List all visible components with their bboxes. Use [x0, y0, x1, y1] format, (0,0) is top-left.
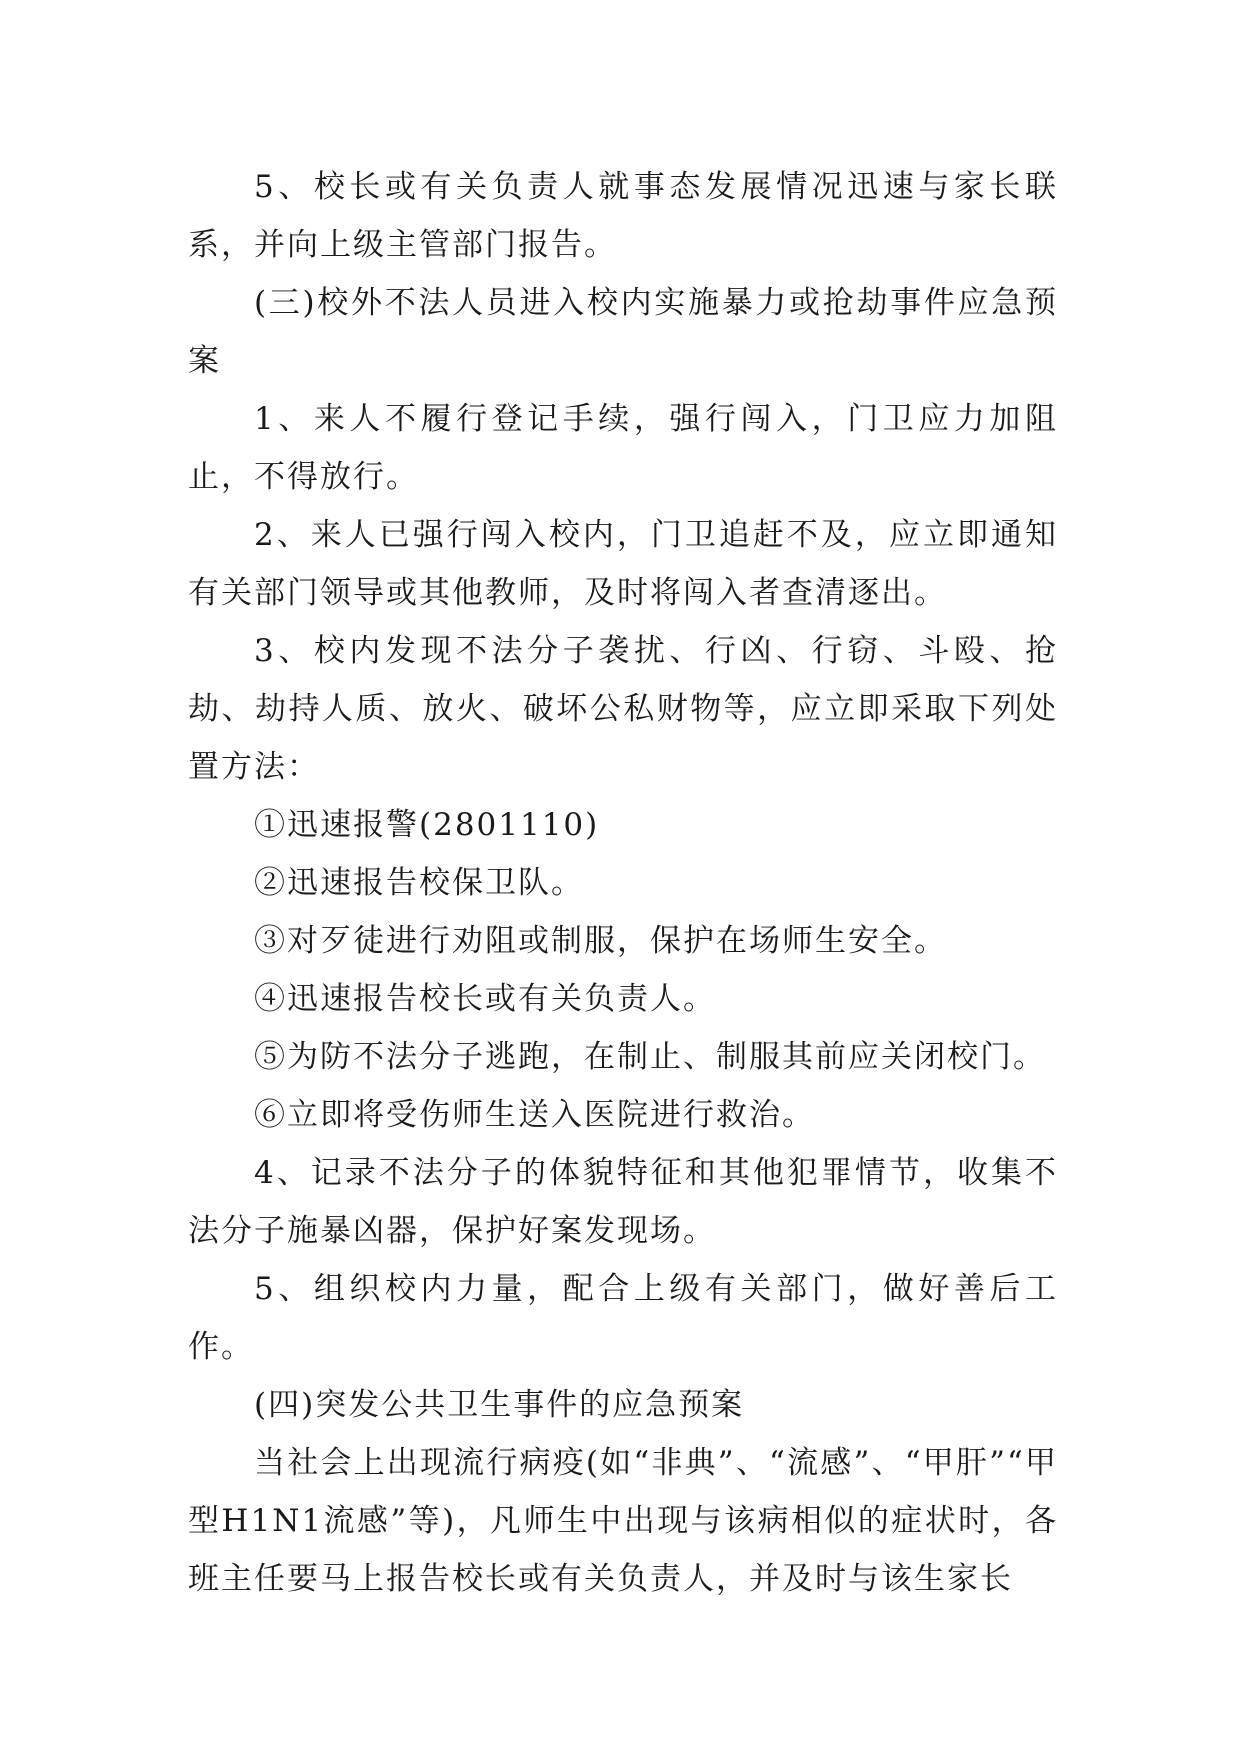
list-item-call-police: ①迅速报警(2801110) [254, 807, 600, 843]
document-body [188, 158, 1058, 1608]
paragraph-record-features: 4、记录不法分子的体貌特征和其他犯罪情节，收集不法分子施暴凶器，保护好案发现场。 [188, 1155, 1058, 1249]
list-item-report-security: ②迅速报告校保卫队。 [254, 865, 584, 901]
paragraph-criminal-incident: 3、校内发现不法分子袭扰、行凶、行窃、斗殴、抢劫、劫持人质、放火、破坏公私财物等，应立即采取下列处置方法： [188, 633, 1058, 785]
paragraph-intruder-entered: 2、来人已强行闯入校内，门卫追赶不及，应立即通知有关部门领导或其他教师，及时将闯入者查清逐出。 [188, 517, 1058, 611]
list-item-stop-attacker: ③对歹徒进行劝阻或制服，保护在场师生安全。 [254, 923, 947, 959]
list-item-send-injured-hospital: ⑥立即将受伤师生送入医院进行救治。 [254, 1097, 815, 1133]
paragraph-principal-contact-parents: 5、校长或有关负责人就事态发展情况迅速与家长联系，并向上级主管部门报告。 [188, 169, 1058, 263]
paragraph-aftermath-work: 5、组织校内力量，配合上级有关部门，做好善后工作。 [188, 1271, 1058, 1365]
section-heading-intruder-violence-plan: (三)校外不法人员进入校内实施暴力或抢劫事件应急预案 [188, 285, 1058, 379]
list-item-close-gate: ⑤为防不法分子逃跑，在制止、制服其前应关闭校门。 [254, 1039, 1046, 1075]
paragraph-epidemic-response: 当社会上出现流行病疫(如“非典”、“流感”、“甲肝”“甲型H1N1流感”等)，凡师生中出现与该病相似的症状时，各班主任要马上报告校长或有关负责人，并及时与该生家长 [188, 1445, 1058, 1597]
section-heading-public-health-plan: (四)突发公共卫生事件的应急预案 [254, 1387, 745, 1423]
paragraph-registration-procedure: 1、来人不履行登记手续，强行闯入，门卫应力加阻止，不得放行。 [188, 401, 1058, 495]
list-item-report-principal: ④迅速报告校长或有关负责人。 [254, 981, 716, 1017]
